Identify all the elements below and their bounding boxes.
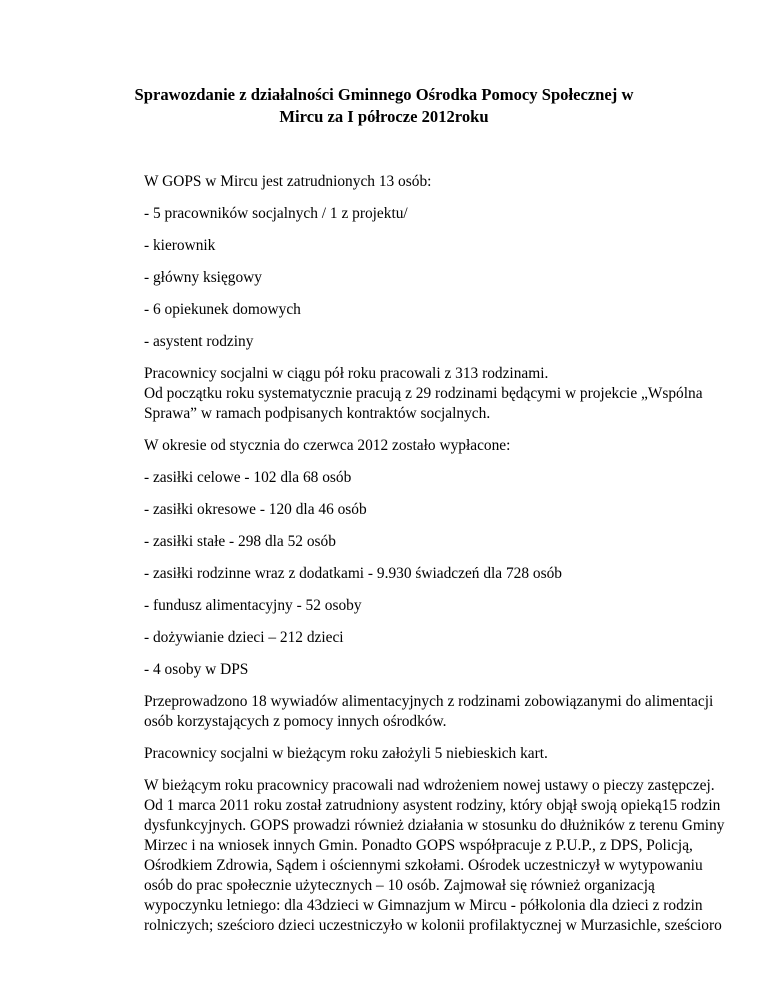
payment-item: - fundusz alimentacyjny - 52 osoby <box>144 597 362 614</box>
staff-intro: W GOPS w Mircu jest zatrudnionych 13 osób: <box>144 173 432 190</box>
blue-cards-paragraph: Pracownicy socjalni w bieżącym roku założyli 5 niebieskich kart. <box>144 745 548 762</box>
text-line: W bieżącym roku pracownicy pracowali nad wdrożeniem nowej ustawy o pieczy zastępczej. <box>144 777 715 794</box>
text-line: rolniczych; sześcioro dzieci uczestniczyło w kolonii profilaktycznej w Murzasichle, sześcioro <box>144 917 722 934</box>
text-line: osób do prac społecznie użytecznych – 10 osób. Zajmował się również organizacją <box>144 877 655 894</box>
text-line: Mirzec i na wniosek innych Gmin. Ponadto GOPS współpracuje z P.U.P., z DPS, Policją, <box>144 837 693 854</box>
text-line: Sprawa” w ramach podpisanych kontraktów socjalnych. <box>144 405 491 422</box>
title-line-2: Mircu za I półrocze 2012roku <box>279 107 489 126</box>
document-body <box>144 172 725 948</box>
payment-item: - zasiłki stałe - 298 dla 52 osób <box>144 533 336 550</box>
staff-item: - 5 pracowników socjalnych / 1 z projektu/ <box>144 205 408 222</box>
staff-item: - główny księgowy <box>144 269 262 286</box>
text-line: osób korzystających z pomocy innych ośrodków. <box>144 713 447 730</box>
text-line: Od 1 marca 2011 roku został zatrudniony asystent rodziny, który objął swoją opieką15 rodzin <box>144 797 721 814</box>
payments-intro: W okresie od stycznia do czerwca 2012 zostało wypłacone: <box>144 437 511 454</box>
text-line: Przeprowadzono 18 wywiadów alimentacyjnych z rodzinami zobowiązanymi do alimentacji <box>144 693 714 710</box>
payment-item: - 4 osoby w DPS <box>144 661 249 678</box>
text-line: Od początku roku systematycznie pracują z 29 rodzinami będącymi w projekcie „Wspólna <box>144 385 703 402</box>
payment-item: - dożywianie dzieci – 212 dzieci <box>144 629 344 646</box>
staff-item: - kierownik <box>144 237 216 254</box>
families-paragraph <box>144 364 704 424</box>
staff-item: - asystent rodziny <box>144 333 254 350</box>
payment-item: - zasiłki okresowe - 120 dla 46 osób <box>144 501 367 518</box>
text-line: wypoczynku letniego: dla 43dzieci w Gimnazjum w Mircu - półkolonia dla dzieci z rodzin <box>144 897 703 914</box>
text-line: dysfunkcyjnych. GOPS prowadzi również działania w stosunku do dłużników z terenu Gminy <box>144 817 725 834</box>
interviews-paragraph <box>144 692 714 732</box>
final-paragraph <box>144 776 725 936</box>
document-title <box>80 84 688 128</box>
staff-item: - 6 opiekunek domowych <box>144 301 301 318</box>
payment-item: - zasiłki celowe - 102 dla 68 osób <box>144 469 352 486</box>
text-line: Ośrodkiem Zdrowia, Sądem i ościennymi szkołami. Ośrodek uczestniczył w wytypowaniu <box>144 857 703 874</box>
text-line: Pracownicy socjalni w ciągu pół roku pracowali z 313 rodzinami. <box>144 365 549 382</box>
title-line-1: Sprawozdanie z działalności Gminnego Ośrodka Pomocy Społecznej w <box>134 85 634 104</box>
payment-item: - zasiłki rodzinne wraz z dodatkami - 9.930 świadczeń dla 728 osób <box>144 565 562 582</box>
